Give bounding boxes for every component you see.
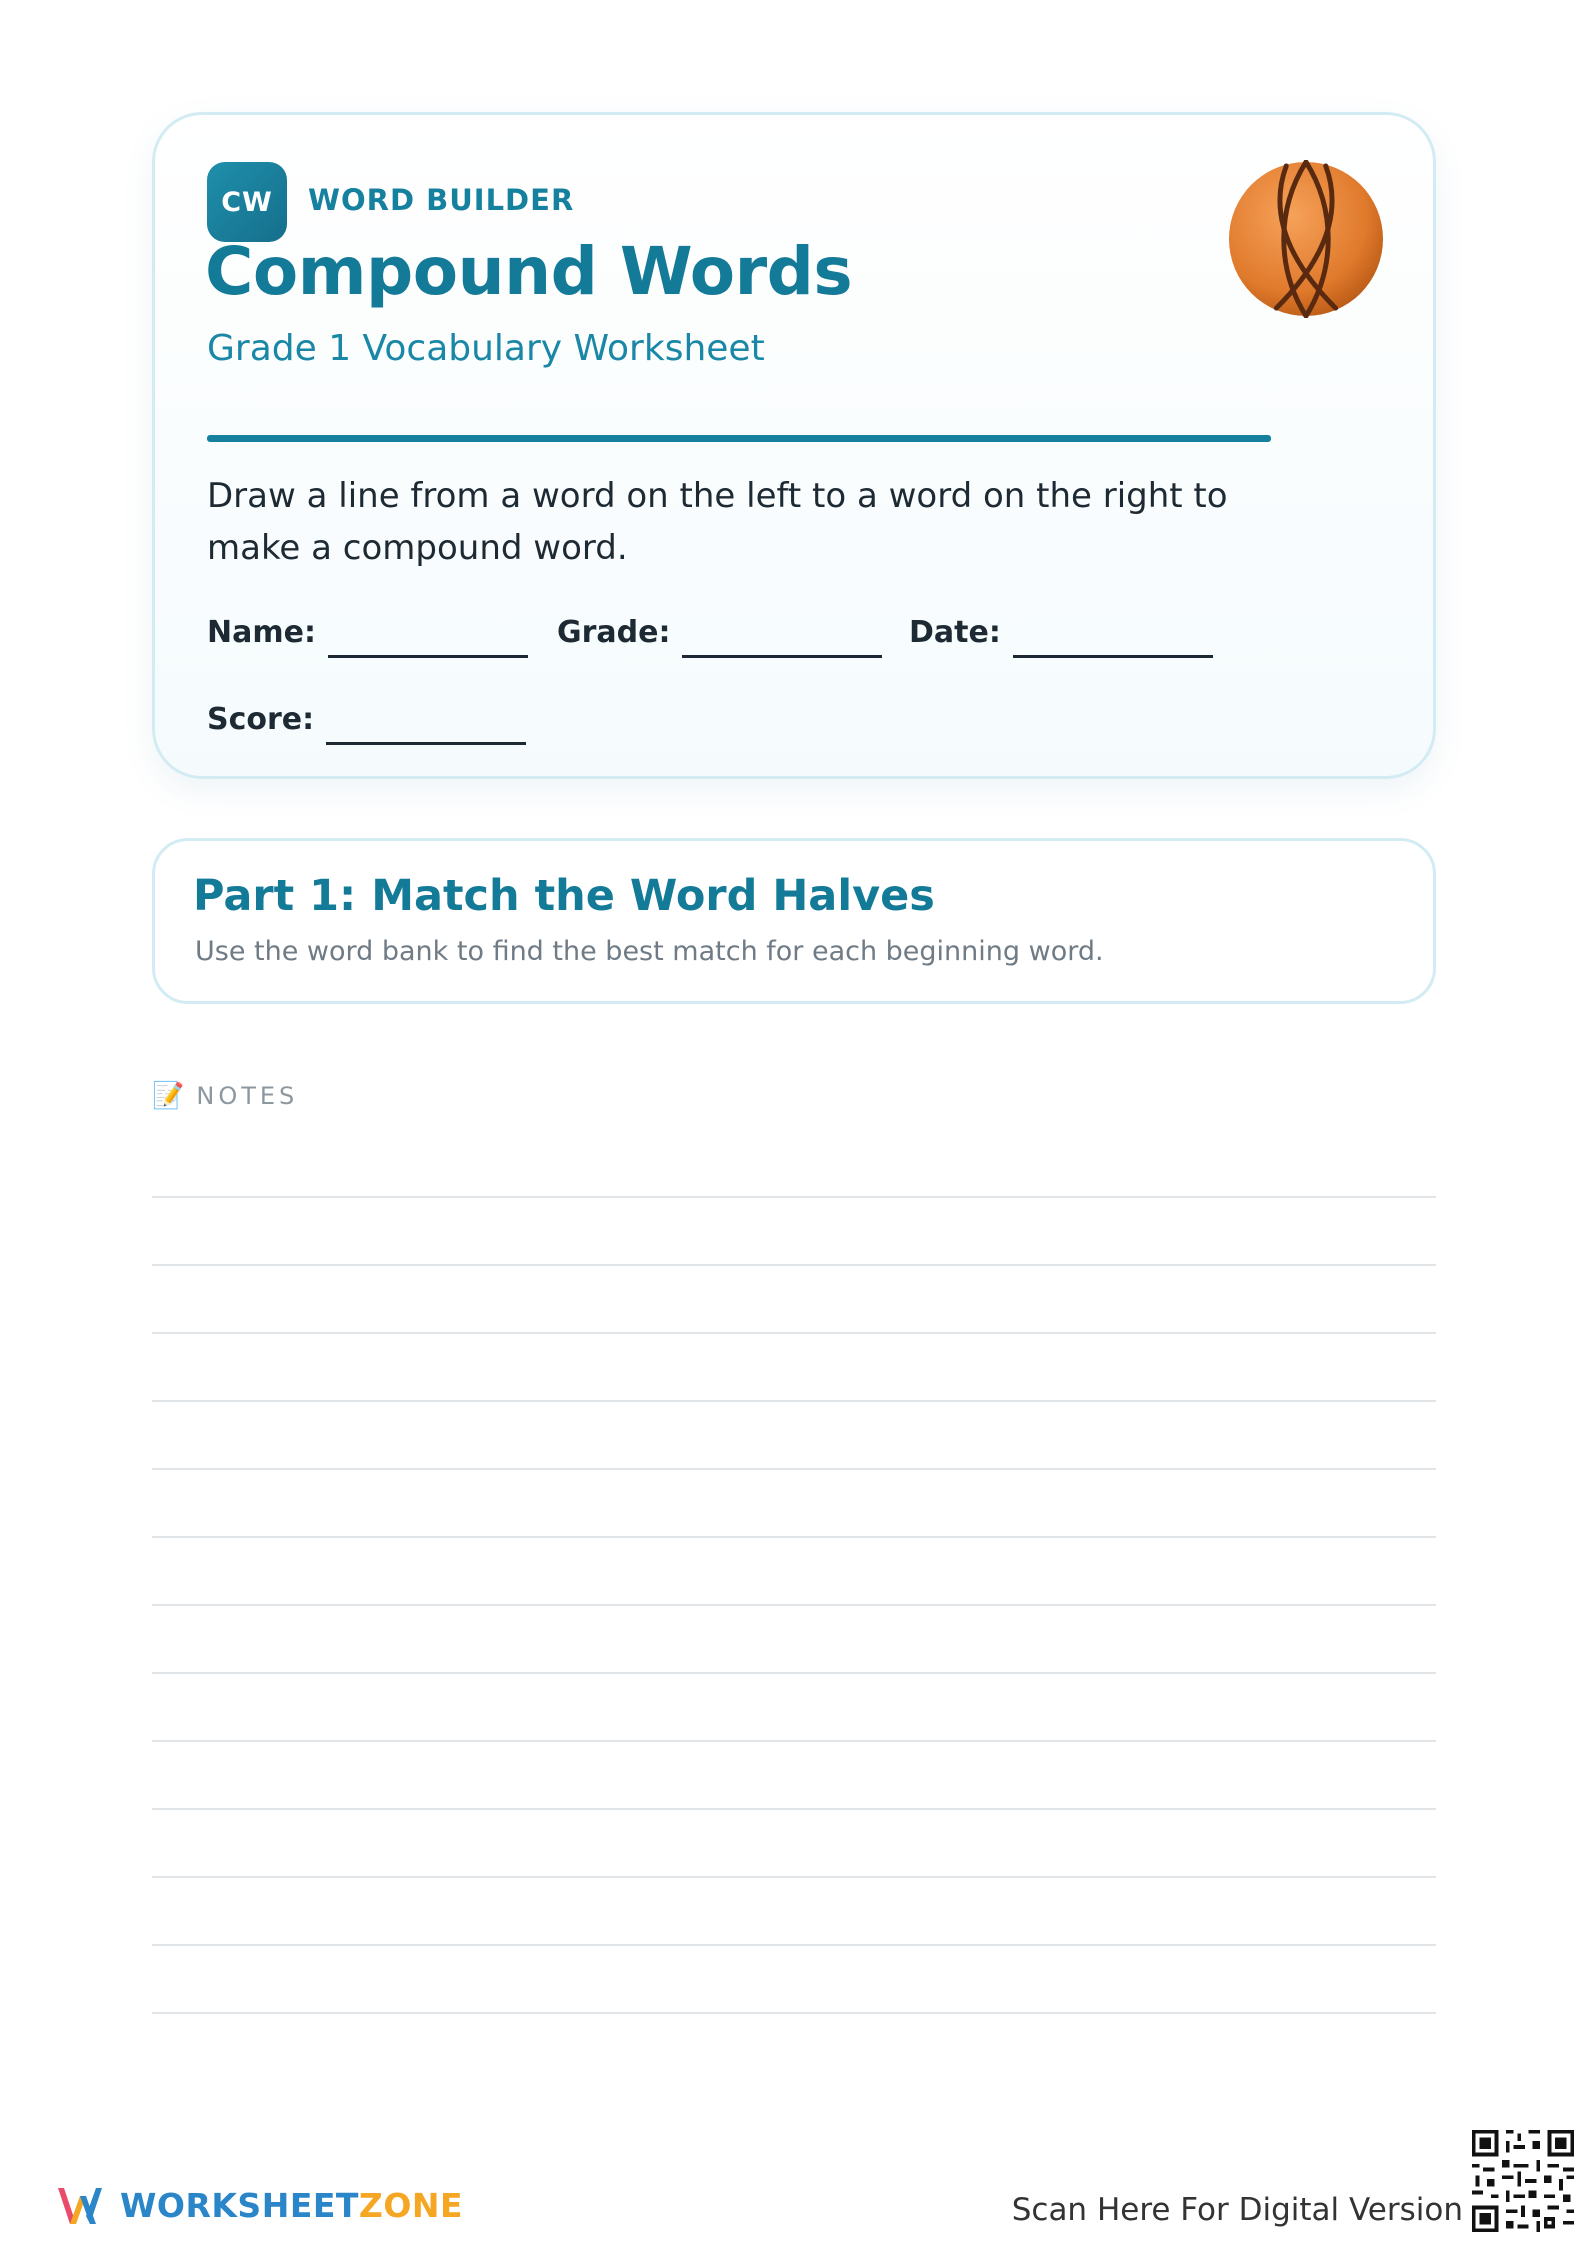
pencil-memo-icon: 📝 <box>152 1081 185 1111</box>
note-line[interactable] <box>152 1672 1436 1674</box>
eyebrow-label: WORD BUILDER <box>308 183 575 217</box>
part1-description: Use the word bank to find the best match for each beginning word. <box>195 936 1104 967</box>
note-line[interactable] <box>152 1876 1436 1878</box>
brand-logo[interactable] <box>56 2182 463 2228</box>
qr-code-icon[interactable] <box>1468 2126 1578 2236</box>
page-subtitle: Grade 1 Vocabulary Worksheet <box>207 328 765 369</box>
name-field[interactable] <box>207 615 528 650</box>
notes-header <box>152 1081 298 1111</box>
date-field[interactable] <box>909 615 1213 650</box>
note-line[interactable] <box>152 1604 1436 1606</box>
header-card <box>152 112 1436 779</box>
page-title: Compound Words <box>205 233 853 310</box>
brand-name <box>120 2186 463 2225</box>
note-line[interactable] <box>152 1196 1436 1198</box>
notes-label: NOTES <box>196 1082 299 1110</box>
note-line[interactable] <box>152 1536 1436 1538</box>
name-blank[interactable] <box>328 655 528 658</box>
score-field[interactable] <box>207 702 526 737</box>
note-line[interactable] <box>152 1332 1436 1334</box>
basketball-icon <box>1227 160 1385 318</box>
scan-text: Scan Here For Digital Version <box>1011 2192 1463 2228</box>
note-line[interactable] <box>152 1944 1436 1946</box>
part1-card <box>152 838 1436 1004</box>
grade-label: Grade: <box>557 615 671 650</box>
name-label: Name: <box>207 615 316 650</box>
note-line[interactable] <box>152 1468 1436 1470</box>
header-divider <box>207 435 1271 442</box>
brand-primary: WORKSHEET <box>120 2185 359 2225</box>
worksheetzone-logo-icon <box>56 2182 106 2228</box>
score-label: Score: <box>207 702 315 737</box>
score-blank[interactable] <box>326 742 526 745</box>
note-line[interactable] <box>152 1740 1436 1742</box>
note-line[interactable] <box>152 1808 1436 1810</box>
grade-blank[interactable] <box>682 655 882 658</box>
note-line[interactable] <box>152 2012 1436 2014</box>
brand-secondary: ZONE <box>358 2185 464 2225</box>
date-label: Date: <box>909 615 1001 650</box>
category-badge: CW <box>207 162 287 242</box>
instructions-text: Draw a line from a word on the left to a word on the right to make a compound word. <box>207 476 1228 568</box>
note-line[interactable] <box>152 1264 1436 1266</box>
grade-field[interactable] <box>557 615 882 650</box>
date-blank[interactable] <box>1013 655 1213 658</box>
note-line[interactable] <box>152 1400 1436 1402</box>
part1-title: Part 1: Match the Word Halves <box>193 871 935 921</box>
